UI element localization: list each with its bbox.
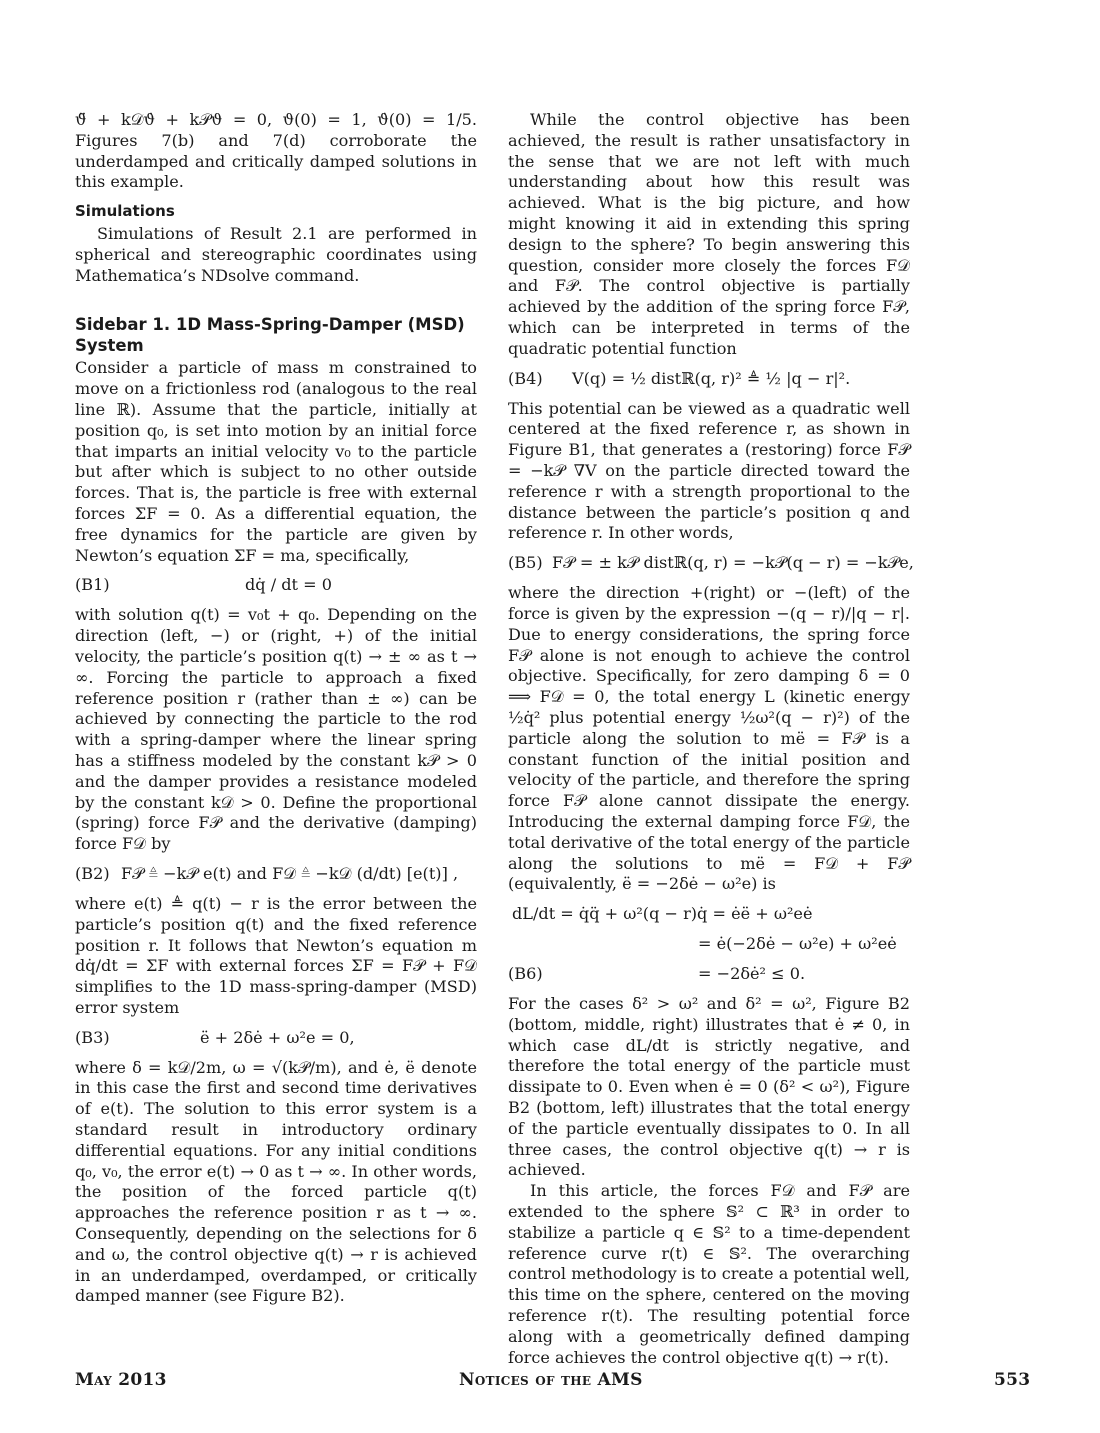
right-paragraph-4: For the cases δ² > ω² and δ² = ω², Figure B2 (bottom, middle, right) illustrates that ė ≠ 0, in which case dL/dt is strictly negative, and therefore the total energy of the particle must dissipate to 0. Even when ė = 0 (δ² < ω²), Figure B2 (bottom, left) illustrates that the total energy of the particle eventually dissipates to 0. In all three cases, the control objective q(t) → r is achieved. (508, 994, 910, 1180)
footer-page-number: 553 (994, 1370, 1031, 1390)
sidebar-paragraph-1: Consider a particle of mass m constrained to move on a frictionless rod (analogous to the real line ℝ). Assume that the particle, initially at position q₀, is set into motion by an initial force that imparts an initial velocity v₀ to the particle but after which is subject to no other outside forces. That is, the particle is free with external forces ΣF = 0. As a differential equation, the free dynamics for the particle are given by Newton’s equation ΣF = ma, specifically, (75, 358, 477, 565)
right-column (508, 110, 914, 1368)
equation-b1 (75, 575, 477, 596)
equation-b6-line-3-body: = −2δė² ≤ 0. (698, 964, 806, 984)
equation-b6-label: (B6) (508, 964, 543, 984)
equation-b1-body: dq̇ / dt = 0 (245, 575, 332, 595)
right-paragraph-2: This potential can be viewed as a quadratic well centered at the fixed reference r, as shown in Figure B1, that generates a (restoring) force F𝒫 = −k𝒫 ∇V on the particle directed toward the reference r with a strength proportional to the distance between the particle’s position q and reference r. In other words, (508, 398, 910, 543)
sidebar-paragraph-4: where δ = k𝒟/2m, ω = √(k𝒫/m), and ė, ë denote in this case the first and second time derivatives of e(t). The solution to this error system is a standard result in introductory ordinary differential equations. For any initial conditions q₀, v₀, the error e(t) → 0 as t → ∞. In other words, the position of the forced particle q(t) approaches the reference position r as t → ∞. Consequently, depending on the selections for δ and ω, the control objective q(t) → r is achieved in an underdamped, overdamped, or critically damped manner (see Figure B2). (75, 1057, 477, 1306)
equation-b5 (508, 553, 914, 574)
sidebar-paragraph-2: with solution q(t) = v₀t + q₀. Depending on the direction (left, −) or (right, +) of the initial velocity, the particle’s position q(t) → ± ∞ as t → ∞. Forcing the particle to approach a fixed reference position r (rather than ± ∞) can be achieved by connecting the particle to the rod with a spring-damper where the linear spring has a stiffness modeled by the constant k𝒫 > 0 and the damper provides a resistance modeled by the constant k𝒟 > 0. Define the proportional (spring) force F𝒫 and the derivative (damping) force F𝒟 by (75, 605, 477, 854)
equation-b6-line-3 (508, 964, 910, 985)
simulations-heading: Simulations (75, 202, 175, 221)
right-paragraph-5: In this article, the forces F𝒟 and F𝒫 are extended to the sphere 𝕊² ⊂ ℝ³ in order to stabilize a particle q ∈ 𝕊² to a time-dependent reference curve r(t) ∈ 𝕊². The overarching control methodology is to create a potential well, this time on the sphere, centered on the moving reference r(t). The resulting potential force along with a geometrically defined damping force achieves the control objective q(t) → r(t). (508, 1181, 910, 1367)
equation-b3-label: (B3) (75, 1027, 110, 1047)
sidebar-heading: Sidebar 1. 1D Mass-Spring-Damper (MSD) System (75, 315, 465, 356)
equation-b1-label: (B1) (75, 575, 110, 595)
equation-b6-line-2-body: = ė(−2δė − ω²e) + ω²eė (698, 934, 897, 954)
footer-journal: Notices of the AMS (459, 1370, 643, 1390)
equation-b6-line-2 (508, 934, 910, 955)
right-paragraph-1: While the control objective has been achieved, the result is rather unsatisfactory in the sense that we are not left with much understanding about how this result was achieved. What is the big picture, and how might knowing it aid in extending this spring design to the sphere? To begin answering this question, consider more closely the forces F𝒟 and F𝒫. The control objective is partially achieved by the addition of the spring force F𝒫, which can be interpreted in terms of the quadratic potential function (508, 110, 910, 358)
equation-b2 (75, 864, 477, 885)
sidebar-paragraph-3: where e(t) ≜ q(t) − r is the error between the particle’s position q(t) and the fixed reference position r. It follows that Newton’s equation m dq̇/dt = ΣF with external forces ΣF = F𝒫 + F𝒟 simplifies to the 1D mass-spring-damper (MSD) error system (75, 893, 477, 1017)
equation-b4-body: V(q) = ½ distℝ(q, r)² ≜ ½ |q − r|². (572, 368, 851, 388)
equation-b6-line-1 (508, 904, 910, 925)
simulations-paragraph: Simulations of Result 2.1 are performed in spherical and stereographic coordinates using Mathematica’s NDsolve command. (75, 223, 477, 285)
left-column (75, 110, 477, 1307)
footer-date: May 2013 (75, 1370, 167, 1390)
equation-b4 (508, 369, 910, 390)
equation-b2-body: F𝒫 ≜ −k𝒫 e(t) and F𝒟 ≜ −k𝒟 (d/dt) [e(t)] , (121, 863, 459, 883)
equation-b2-label: (B2) (75, 863, 110, 883)
equation-b3 (75, 1028, 477, 1049)
equation-b5-body: F𝒫 = ± k𝒫 distℝ(q, r) = −k𝒫(q − r) = −k𝒫e, (552, 553, 914, 573)
equation-b4-label: (B4) (508, 368, 543, 388)
right-paragraph-3: where the direction +(right) or −(left) of the force is given by the expression −(q − r)/|q − r|. Due to energy considerations, the spring force F𝒫 alone is not enough to achieve the control objective. Specifically, for zero damping δ = 0 ⟹ F𝒟 = 0, the total energy L (kinetic energy ½q̇² plus potential energy ½ω²(q − r)²) of the particle along the solution to më = F𝒫 is a constant function of the initial position and velocity of the particle, and therefore the spring force F𝒫 alone cannot dissipate the energy. Introducing the external damping force F𝒟, the total derivative of the total energy of the particle along the solutions to më = F𝒟 + F𝒫 (equivalently, ë = −2δė − ω²e) is (508, 583, 910, 894)
equation-b5-label: (B5) (508, 553, 543, 573)
equation-b3-body: ë + 2δė + ω²e = 0, (200, 1027, 355, 1047)
intro-paragraph: ϑ̈ + k𝒟ϑ̇ + k𝒫ϑ = 0, ϑ(0) = 1, ϑ̇(0) = 1/5. Figures 7(b) and 7(d) corroborate the underdamped and critically damped solutions in this example. (75, 110, 477, 192)
equation-b6-line-1-body: dL/dt = q̇q̈ + ω²(q − r)q̇ = ėë + ω²eė (512, 904, 813, 924)
